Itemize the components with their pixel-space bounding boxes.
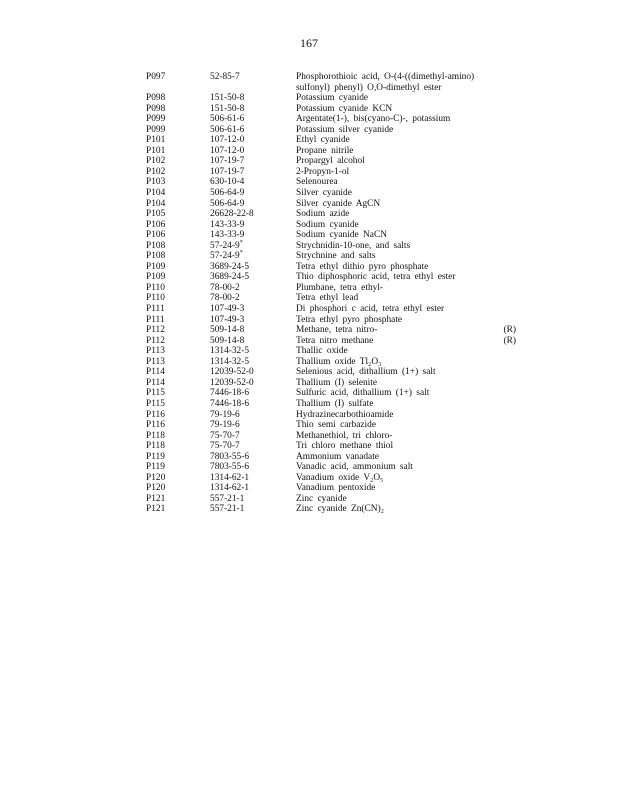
table-row [146,315,516,326]
substance-name: Tetra ethyl pyro phosphate [296,314,403,325]
reactivity-flag [480,230,516,241]
cas-number-text: 509-14-8 [210,325,245,336]
waste-code: P099 [146,124,166,135]
cas-number-text: 509-14-8 [210,335,245,346]
waste-code: P118 [146,441,165,452]
waste-code: P106 [146,219,166,230]
cas-number [210,388,296,399]
reactivity-flag [480,304,516,315]
waste-code: P109 [146,272,166,283]
table-row [146,272,516,283]
waste-code: P104 [146,188,166,199]
substance-name: Silver cyanide [296,188,352,199]
cas-number [210,315,296,326]
cas-number-text: 3689-24-5 [210,261,250,272]
substance-name: Sodium azide [296,209,350,220]
substance-name: Vanadic acid, ammonium salt [296,462,413,473]
table-row [146,104,516,115]
table-row [146,251,516,262]
cas-number [210,367,296,378]
cas-number-text: 3689-24-5 [210,272,250,283]
waste-code: P120 [146,472,166,483]
cas-number-text: 75-70-7 [210,441,240,452]
substance-name: Ammonium vanadate [296,451,379,462]
waste-code: P116 [146,409,165,420]
waste-code: P098 [146,103,166,114]
cas-number-text: 107-19-7 [210,166,245,177]
reactivity-flag [480,125,516,136]
cas-number-text: 12039-52-0 [210,377,254,388]
cas-number-text: 506-61-6 [210,114,245,125]
substance-name: Methanethiol, tri chloro- [296,430,393,441]
cas-number-text: 557-21-1 [210,504,245,515]
cas-number-text: 557-21-1 [210,493,245,504]
substance-name: Sulfuric acid, dithallium (1+) salt [296,388,430,399]
cas-number-text: 630-10-4 [210,177,245,188]
waste-code: P111 [146,304,165,315]
waste-code: P106 [146,230,166,241]
cas-number [210,177,296,188]
cas-number-text: 79-19-6 [210,409,240,420]
table-row [146,230,516,241]
reactivity-flag [480,167,516,178]
table-row [146,241,516,252]
cas-number [210,504,296,515]
cas-number [210,220,296,231]
reactivity-flag [480,346,516,357]
cas-number [210,188,296,199]
cas-number [210,431,296,442]
substance-name: Tetra ethyl lead [296,293,359,304]
cas-number [210,272,296,283]
table-row [146,177,516,188]
cas-number-text: 107-49-3 [210,314,245,325]
substance-name: Selenourea [296,177,338,188]
table-row [146,156,516,167]
cas-number-text: 1314-32-5 [210,356,250,367]
reactivity-flag [480,177,516,188]
cas-number [210,156,296,167]
cas-number [210,114,296,125]
substance-name: Ethyl cyanide [296,135,350,146]
cas-number-text: 143-33-9 [210,230,245,241]
cas-number [210,346,296,357]
cas-number-text: 1314-62-1 [210,472,250,483]
table-row [146,494,516,505]
reactivity-flag: (R) [503,335,516,346]
waste-code: P105 [146,209,166,220]
substance-name: Sodium cyanide [296,219,359,230]
cas-number [210,304,296,315]
cas-number-text: 107-12-0 [210,135,245,146]
waste-code: P102 [146,166,166,177]
table-row [146,462,516,473]
table-row [146,431,516,442]
cas-number [210,146,296,157]
reactivity-flag [480,504,516,515]
cas-number-text: 57-24-9 [210,240,240,251]
reactivity-flag [480,378,516,389]
table-row [146,125,516,136]
substance-name: Silver cyanide AgCN [296,198,381,209]
cas-number [210,104,296,115]
waste-code: P099 [146,114,166,125]
cas-number [210,420,296,431]
waste-code: P112 [146,325,165,336]
cas-number [210,357,296,368]
reactivity-flag [480,431,516,442]
cas-number [210,262,296,273]
cas-number [210,293,296,304]
cas-number [210,167,296,178]
reactivity-flag [480,199,516,210]
substance-name: 2-Propyn-1-ol [296,166,350,177]
waste-code: P112 [146,335,165,346]
cas-number [210,199,296,210]
reactivity-flag [480,483,516,494]
cas-number [210,399,296,410]
cas-number [210,230,296,241]
reactivity-flag: (R) [503,325,516,336]
substance-name: Vanadium pentoxide [296,483,376,494]
cas-number [210,325,296,336]
table-row [146,262,516,273]
cas-number-text: 75-70-7 [210,430,240,441]
substance-name: Thallic oxide [296,346,348,357]
reactivity-flag [480,420,516,431]
cas-number-text: 57-24-9 [210,251,240,262]
waste-code: P109 [146,261,166,272]
cas-number-text: 7446-18-6 [210,388,250,399]
cas-number-text: 506-64-9 [210,198,245,209]
cas-number-text: 26628-22-8 [210,209,254,220]
cas-number-text: 506-64-9 [210,188,245,199]
waste-code: P118 [146,430,165,441]
cas-number-text: 151-50-8 [210,103,245,114]
cas-number-text: 143-33-9 [210,219,245,230]
reactivity-flag [480,272,516,283]
table-row [146,441,516,452]
table-row [146,135,516,146]
substance-name: Tetra ethyl dithio pyro phosphate [296,261,429,272]
cas-number [210,462,296,473]
substance-name: Tri chloro methane thiol [296,441,394,452]
substance-name: Methane, tetra nitro- [296,325,378,336]
waste-code: P098 [146,93,166,104]
cas-number [210,209,296,220]
table-row [146,293,516,304]
cas-number [210,72,296,93]
waste-code: P113 [146,346,165,357]
waste-code: P113 [146,356,165,367]
waste-code: P119 [146,451,165,462]
cas-number [210,410,296,421]
reactivity-flag [480,156,516,167]
cas-number-text: 78-00-2 [210,293,240,304]
waste-code: P121 [146,493,166,504]
reactivity-flag [480,188,516,199]
waste-code: P115 [146,398,165,409]
substance-name: Thallium (I) selenite [296,377,378,388]
waste-code: P121 [146,504,166,515]
cas-number [210,441,296,452]
waste-code: P114 [146,377,165,388]
table-row [146,325,516,336]
reactivity-flag [480,251,516,262]
cas-number-text: 107-19-7 [210,156,245,167]
waste-code: P101 [146,135,166,146]
cas-number [210,452,296,463]
substance-name: Hydrazinecarbothioamide [296,409,394,420]
cas-number-text: 78-00-2 [210,282,240,293]
table-row [146,346,516,357]
cas-number-text: 52-85-7 [210,72,240,82]
waste-code: P103 [146,177,166,188]
substance-name: Argentate(1-), bis(cyano-C)-, potassium [296,114,451,125]
substance-name: Propargyl alcohol [296,156,365,167]
reactivity-flag [480,146,516,157]
cas-number [210,93,296,104]
substance-name: Di phosphori c acid, tetra ethyl ester [296,304,445,315]
cas-number-text: 7446-18-6 [210,398,250,409]
substance-name: Strychnidin-10-one, and salts [296,240,411,251]
cas-number [210,135,296,146]
reactivity-flag [480,494,516,505]
waste-code: P104 [146,198,166,209]
cas-number-text: 506-61-6 [210,124,245,135]
cas-number [210,241,296,252]
cas-number-text: 1314-32-5 [210,346,250,357]
waste-code: P120 [146,483,166,494]
table-row [146,399,516,410]
reactivity-flag [480,399,516,410]
table-row [146,146,516,157]
table-row [146,357,516,368]
reactivity-flag [480,441,516,452]
reactivity-flag [480,93,516,104]
table-row [146,93,516,104]
cas-number [210,283,296,294]
cas-number [210,125,296,136]
table-row [146,410,516,421]
table-row [146,72,516,93]
waste-code: P108 [146,251,166,262]
substance-name: Thallium oxide Tl₂O₃ [296,356,382,367]
waste-code: P116 [146,420,165,431]
reactivity-flag [480,104,516,115]
reactivity-flag [480,220,516,231]
waste-code: P108 [146,240,166,251]
substance-name: Zinc cyanide [296,493,347,504]
substance-name: Potassium cyanide KCN [296,103,393,114]
table-row [146,283,516,294]
table-row [146,114,516,125]
table-row [146,473,516,484]
table-row [146,378,516,389]
substance-name: Thio diphosphoric acid, tetra ethyl ester [296,272,456,283]
table-row [146,220,516,231]
reactivity-flag [480,283,516,294]
cas-number-text: 79-19-6 [210,420,240,431]
waste-code: P115 [146,388,165,399]
cas-number-text: 107-12-0 [210,145,245,156]
page-number: 167 [300,36,318,50]
reactivity-flag [480,315,516,326]
substance-name: Phosphorothioic acid, O-(4-((dimethyl-amino) sulfonyl) phenyl) O,O-dimethyl ester [296,72,475,93]
reactivity-flag [480,209,516,220]
cas-number [210,494,296,505]
substance-name: Potassium silver cyanide [296,124,394,135]
substance-name: Thio semi carbazide [296,420,377,431]
table-row [146,167,516,178]
reactivity-flag [480,241,516,252]
reactivity-flag [480,473,516,484]
substance-name: Selenious acid, dithallium (1+) salt [296,367,436,378]
reactivity-flag [480,452,516,463]
substance-name: Zinc cyanide Zn(CN)₂ [296,504,384,515]
substance-name: Thallium (I) sulfate [296,398,374,409]
reactivity-flag [480,72,516,93]
table-row [146,304,516,315]
reactivity-flag [480,357,516,368]
reactivity-flag [480,114,516,125]
reactivity-flag [480,262,516,273]
table-row [146,388,516,399]
waste-code: P102 [146,156,166,167]
reactivity-flag [480,135,516,146]
cas-number [210,483,296,494]
table-row [146,367,516,378]
cas-number-text: 7803-55-6 [210,462,250,473]
waste-code: P097 [146,72,166,82]
waste-code: P110 [146,293,165,304]
reactivity-flag [480,293,516,304]
waste-code: P111 [146,314,165,325]
cas-number [210,251,296,262]
table-row [146,483,516,494]
table-row [146,504,516,515]
substance-name: Potassium cyanide [296,93,369,104]
substance-name: Tetra nitro methane [296,335,374,346]
table-row [146,188,516,199]
substance-name: Vanadium oxide V₂O₅ [296,472,384,483]
cas-number [210,473,296,484]
table-row [146,452,516,463]
waste-code: P110 [146,282,165,293]
substance-name: Plumbane, tetra ethyl- [296,282,384,293]
cas-number-text: 7803-55-6 [210,451,250,462]
cas-number-text: 12039-52-0 [210,367,254,378]
cas-number-text: 107-49-3 [210,304,245,315]
waste-code: P114 [146,367,165,378]
reactivity-flag [480,462,516,473]
reactivity-flag [480,367,516,378]
cas-footnote-mark: * [239,239,243,246]
cas-number [210,336,296,347]
hazardous-waste-table [146,72,516,515]
table-row [146,336,516,347]
cas-number [210,378,296,389]
waste-code: P119 [146,462,165,473]
reactivity-flag [480,410,516,421]
substance-name: Propane nitrile [296,145,354,156]
table-row [146,209,516,220]
waste-code: P101 [146,145,166,156]
cas-footnote-mark: * [239,250,243,257]
table-row [146,420,516,431]
cas-number-text: 1314-62-1 [210,483,250,494]
cas-number-text: 151-50-8 [210,93,245,104]
table-row [146,199,516,210]
substance-name: Strychnine and salts [296,251,376,262]
substance-name: Sodium cyanide NaCN [296,230,387,241]
reactivity-flag [480,388,516,399]
